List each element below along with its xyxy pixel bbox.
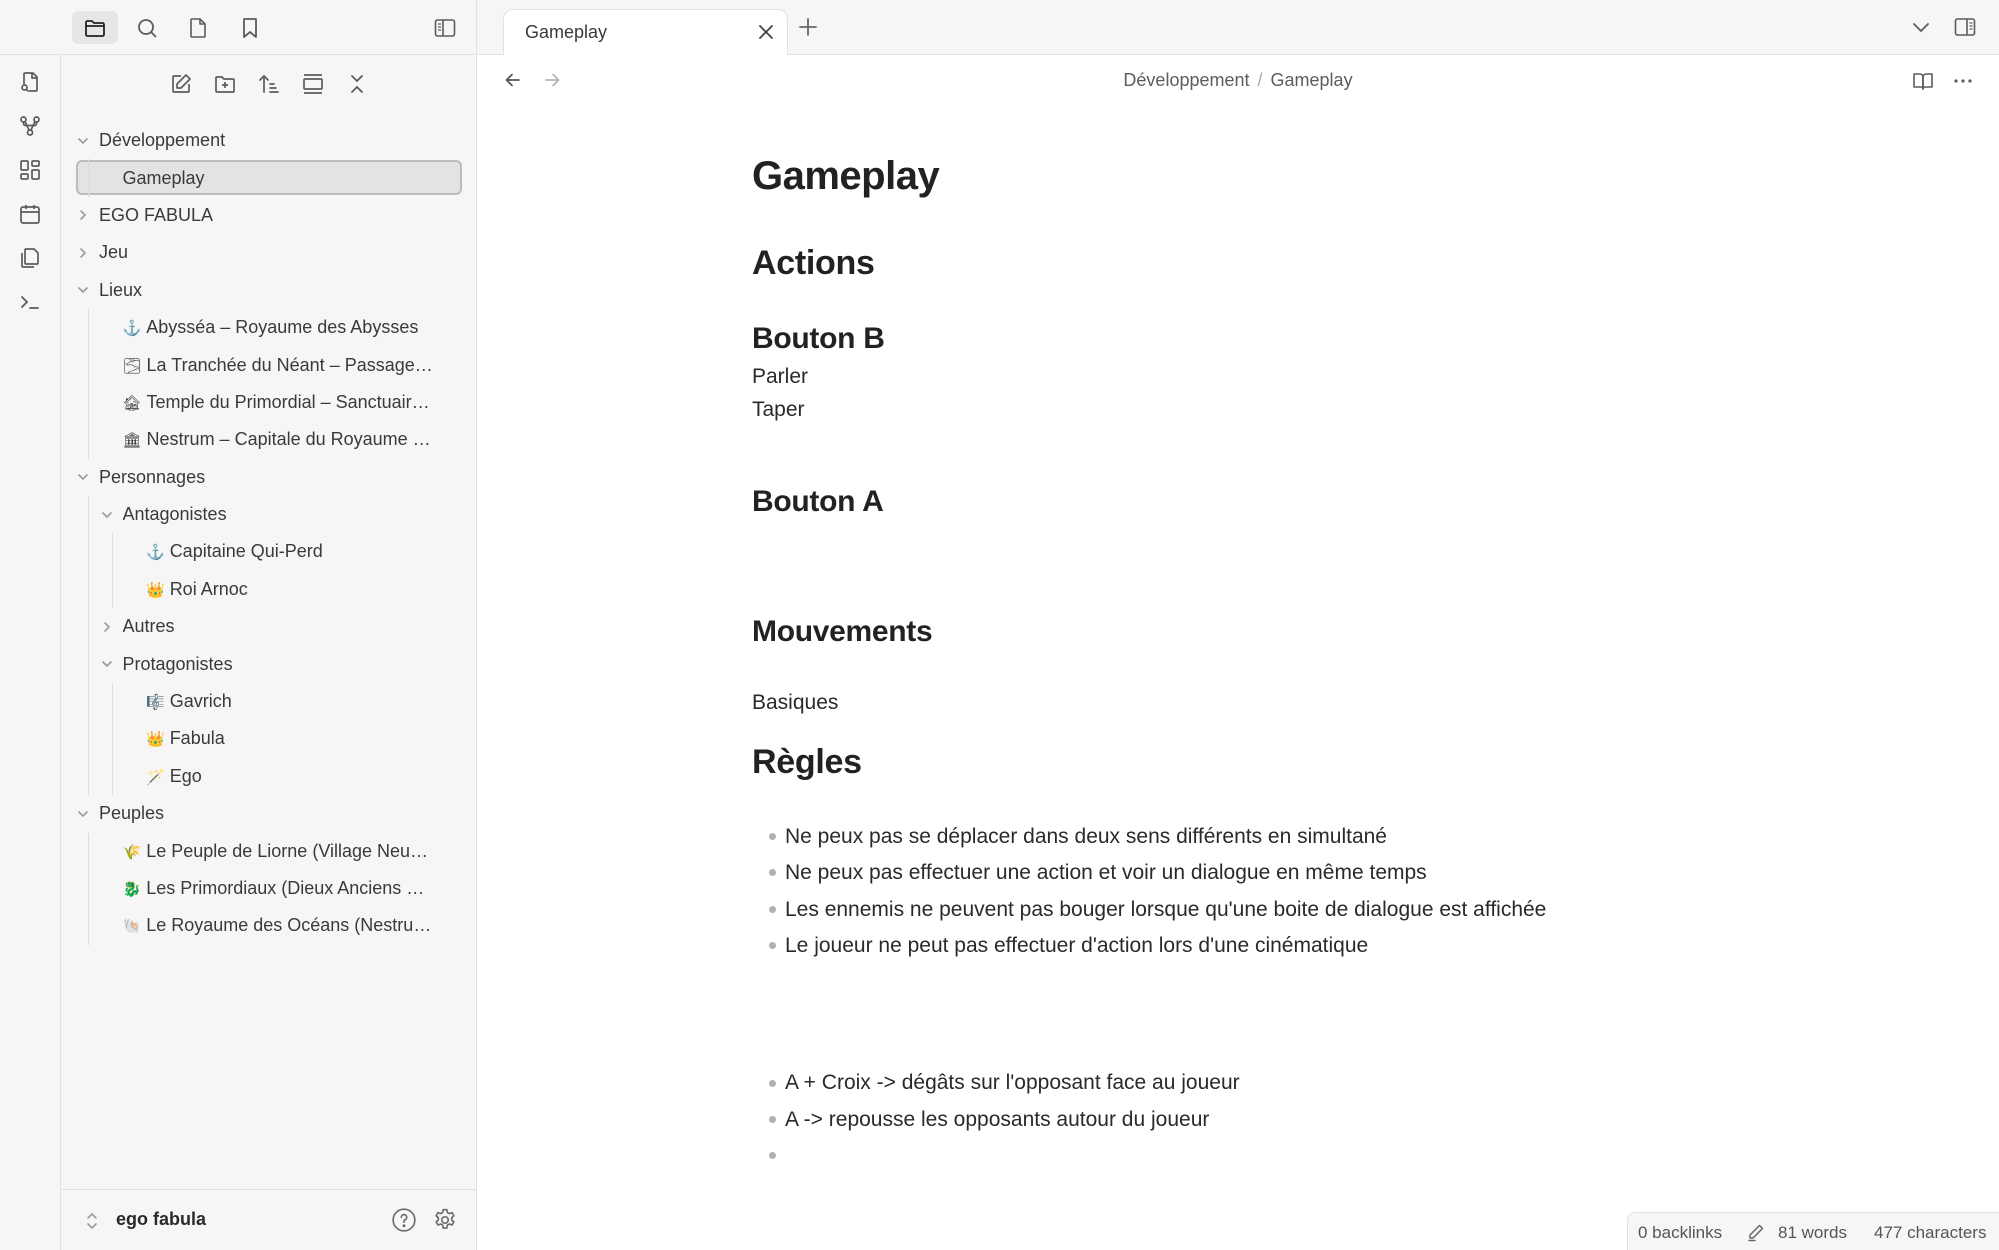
- tab-title: Gameplay: [525, 22, 608, 42]
- chevron-down-icon[interactable]: [75, 469, 91, 485]
- tree-item-label: [99, 467, 205, 488]
- file-search-icon: [18, 70, 42, 94]
- tree-item-label: [146, 691, 232, 712]
- tree-item-text: Le Royaume des Océans (Nestru…: [146, 915, 432, 936]
- search-tab-button[interactable]: [124, 11, 170, 44]
- bookmarks-tab-button[interactable]: [227, 11, 273, 44]
- chevron-right-icon[interactable]: [75, 245, 91, 261]
- sort-icon: [257, 72, 281, 96]
- tree-file[interactable]: [61, 421, 476, 458]
- list-item[interactable]: Ne peux pas se déplacer dans deux sens différents en simultané: [785, 825, 1387, 848]
- auto-reveal-button[interactable]: [298, 69, 328, 99]
- emoji-icon: ⚓: [146, 544, 165, 562]
- status-bar: [1627, 1212, 1999, 1250]
- tree-item-label: [99, 130, 225, 151]
- list-item[interactable]: Le joueur ne peut pas effectuer d'action lors d'une cinématique: [785, 934, 1369, 957]
- tree-file[interactable]: [61, 533, 476, 570]
- gear-icon: [432, 1207, 458, 1233]
- file-tree: [61, 122, 476, 945]
- tree-item-label: [123, 355, 433, 376]
- tree-item-text: Gavrich: [169, 691, 232, 712]
- tree-folder[interactable]: [61, 272, 476, 309]
- emoji-icon: ⚓: [122, 320, 142, 338]
- emoji-icon: 🪄: [146, 768, 165, 786]
- ribbon-calendar-button[interactable]: [16, 200, 44, 228]
- heading-bouton-b[interactable]: Bouton B: [752, 322, 885, 355]
- breadcrumb-current[interactable]: Gameplay: [1270, 70, 1353, 90]
- chevron-right-icon[interactable]: [99, 619, 115, 635]
- help-button[interactable]: [390, 1206, 418, 1234]
- tree-file[interactable]: [61, 683, 476, 720]
- list-item[interactable]: Ne peux pas effectuer une action et voir un dialogue en même temps: [785, 861, 1427, 884]
- emoji-icon: 🎼: [146, 694, 165, 712]
- tree-item-label: [123, 915, 432, 936]
- tree-file[interactable]: [61, 384, 476, 421]
- emoji-icon: 🌫: [122, 357, 142, 375]
- chevron-down-icon: [1909, 15, 1933, 39]
- list-item[interactable]: A + Croix -> dégâts sur l'opposant face au joueur: [785, 1071, 1240, 1094]
- tree-item-label: [146, 579, 248, 600]
- pencil-icon[interactable]: [1746, 1222, 1766, 1242]
- book-open-icon: [1911, 69, 1935, 93]
- tree-item-text: Peuples: [99, 803, 165, 824]
- indent-guide: [88, 309, 89, 459]
- file-icon: [186, 16, 210, 40]
- breadcrumb-parent[interactable]: Développement: [1123, 70, 1250, 90]
- folder-icon: [83, 16, 107, 40]
- tab-close-button[interactable]: [755, 21, 777, 43]
- tree-file[interactable]: [61, 309, 476, 346]
- sidebar-toggle-button[interactable]: [422, 11, 468, 44]
- tree-item-text: Temple du Primordial – Sanctuair…: [146, 391, 430, 412]
- tab-list-button[interactable]: [1908, 14, 1934, 40]
- tree-item-label: [123, 429, 431, 450]
- emoji-icon: 🌾: [122, 843, 142, 861]
- graph-icon: [18, 114, 42, 138]
- tree-file[interactable]: [61, 720, 476, 757]
- list-bullet: [769, 942, 776, 949]
- new-note-icon: [169, 72, 193, 96]
- tree-item-text: Capitaine Qui-Perd: [169, 541, 323, 562]
- close-icon: [757, 23, 775, 41]
- tree-item-text: Lieux: [99, 279, 143, 300]
- auto-reveal-icon: [301, 72, 325, 96]
- tree-folder[interactable]: [61, 795, 476, 832]
- heading-actions[interactable]: Actions: [752, 244, 875, 282]
- list-bullet: [769, 1152, 776, 1159]
- emoji-icon: 🏚: [122, 394, 142, 412]
- tree-item-text: Ego: [169, 765, 202, 786]
- tree-item-label: [123, 654, 233, 675]
- dashboard-icon: [18, 158, 42, 182]
- tree-item-label: [99, 803, 164, 824]
- tree-item-text: Autres: [122, 616, 175, 637]
- tree-item-label: [146, 541, 323, 562]
- indent-guide: [88, 496, 89, 795]
- paragraph-line[interactable]: Parler: [752, 365, 809, 388]
- indent-guide: [88, 833, 89, 945]
- tree-item-label: [99, 205, 213, 226]
- search-icon: [135, 16, 159, 40]
- heading-mouvements[interactable]: Mouvements: [752, 615, 933, 648]
- tree-folder[interactable]: [61, 496, 476, 533]
- reading-view-button[interactable]: [1910, 68, 1936, 94]
- tree-item-text: Roi Arnoc: [169, 578, 248, 599]
- sort-button[interactable]: [254, 69, 284, 99]
- paragraph-line[interactable]: Basiques: [752, 691, 839, 714]
- sidebar-footer: [61, 1189, 476, 1250]
- indent-guide: [112, 533, 113, 608]
- new-note-button[interactable]: [166, 69, 196, 99]
- tree-file[interactable]: [61, 571, 476, 608]
- tree-file[interactable]: [61, 870, 476, 907]
- heading-regles[interactable]: Règles: [752, 743, 862, 781]
- breadcrumb: [477, 70, 1999, 91]
- tree-item-text: EGO FABULA: [99, 204, 214, 225]
- list-bullet: [769, 1116, 776, 1123]
- tree-item-label: [99, 242, 128, 263]
- calendar-icon: [18, 202, 42, 226]
- tree-item-label: [123, 392, 430, 413]
- tree-item-text: Le Peuple de Liorne (Village Neu…: [146, 840, 429, 861]
- note-title[interactable]: Gameplay: [752, 154, 940, 198]
- ribbon-quick-switcher-button[interactable]: [16, 68, 44, 96]
- tree-item-label: [146, 728, 225, 749]
- help-icon: [391, 1207, 417, 1233]
- tree-folder[interactable]: [61, 608, 476, 645]
- settings-button[interactable]: [431, 1206, 459, 1234]
- ribbon-dashboard-button[interactable]: [16, 156, 44, 184]
- sidebar-toggle-icon: [433, 16, 457, 40]
- chevron-right-icon[interactable]: [75, 207, 91, 223]
- emoji-icon: 👑: [146, 581, 165, 599]
- list-item[interactable]: A -> repousse les opposants autour du joueur: [785, 1108, 1210, 1131]
- tree-item-text: Protagonistes: [122, 653, 233, 674]
- tree-item-label: [146, 766, 202, 787]
- right-sidebar-toggle-button[interactable]: [1952, 14, 1978, 40]
- emoji-icon: 🐚: [122, 918, 142, 936]
- emoji-icon: 👑: [146, 731, 165, 749]
- tree-file[interactable]: [61, 159, 476, 196]
- tree-item-text: Antagonistes: [122, 504, 227, 525]
- tree-item-label: [123, 616, 175, 637]
- plus-icon: [798, 17, 818, 37]
- tree-folder[interactable]: [61, 645, 476, 682]
- tree-folder[interactable]: [61, 459, 476, 496]
- copy-icon: [18, 246, 42, 270]
- tree-folder[interactable]: [61, 197, 476, 234]
- list-bullet: [769, 833, 776, 840]
- word-count: 81 words: [1778, 1223, 1847, 1242]
- view-header: [477, 55, 1999, 107]
- tree-item-text: Les Primordiaux (Dieux Anciens …: [146, 878, 425, 898]
- tree-item-text: Nestrum – Capitale du Royaume …: [146, 429, 431, 450]
- tree-item-text: Jeu: [99, 242, 129, 263]
- ribbon-copy-button[interactable]: [16, 244, 44, 272]
- terminal-icon: [18, 290, 42, 314]
- chevron-down-icon[interactable]: [75, 806, 91, 822]
- new-folder-button[interactable]: [210, 69, 240, 99]
- tree-item-label: [99, 280, 142, 301]
- paragraph-line[interactable]: Taper: [752, 398, 805, 421]
- tab-gameplay[interactable]: [503, 9, 788, 56]
- tree-file[interactable]: [61, 907, 476, 944]
- list-bullet: [769, 1080, 776, 1087]
- tree-item-label: [123, 841, 429, 862]
- file-tab-button[interactable]: [175, 11, 221, 44]
- new-tab-button[interactable]: [795, 14, 821, 40]
- tree-item-label: [123, 504, 227, 525]
- left-header: [0, 0, 477, 55]
- chevron-down-icon[interactable]: [75, 133, 91, 149]
- vault-switcher-icon[interactable]: [85, 1210, 99, 1232]
- tree-item-label: [123, 168, 205, 189]
- tree-item-text: Gameplay: [122, 167, 205, 188]
- more-horizontal-icon: [1951, 69, 1975, 93]
- vault-name[interactable]: ego fabula: [116, 1209, 207, 1229]
- list-item[interactable]: Les ennemis ne peuvent pas bouger lorsque qu'une boite de dialogue est affichée: [785, 898, 1547, 921]
- character-count: 477 characters: [1874, 1223, 1987, 1242]
- emoji-icon: 🏛: [122, 432, 142, 450]
- chevron-down-icon[interactable]: [99, 656, 115, 672]
- indent-guide: [88, 159, 89, 196]
- collapse-all-icon: [345, 72, 369, 96]
- tree-folder[interactable]: [61, 122, 476, 159]
- right-sidebar-toggle-icon: [1953, 15, 1977, 39]
- backlinks-count[interactable]: 0 backlinks: [1638, 1223, 1723, 1242]
- bookmark-icon: [238, 16, 262, 40]
- tree-item-text: La Tranchée du Néant – Passage…: [146, 354, 433, 375]
- tree-file[interactable]: [61, 346, 476, 383]
- tree-file[interactable]: [61, 832, 476, 869]
- list-bullet: [769, 869, 776, 876]
- ribbon-terminal-button[interactable]: [16, 288, 44, 316]
- heading-bouton-a[interactable]: Bouton A: [752, 485, 884, 518]
- tab-bar: [477, 0, 1999, 55]
- tree-item-text: Fabula: [169, 728, 225, 749]
- more-options-button[interactable]: [1950, 68, 1976, 94]
- tree-file[interactable]: [61, 758, 476, 795]
- tree-folder[interactable]: [61, 234, 476, 271]
- chevron-down-icon[interactable]: [75, 282, 91, 298]
- files-tab-button[interactable]: [72, 11, 118, 44]
- emoji-icon: 🐉: [122, 881, 142, 898]
- ribbon: [0, 55, 61, 1250]
- tree-item-text: Abysséa – Royaume des Abysses: [146, 317, 419, 338]
- file-explorer-sidebar: [61, 55, 477, 1250]
- tree-item-text: Personnages: [99, 466, 206, 487]
- tree-item-label: [123, 878, 425, 899]
- new-folder-icon: [213, 72, 237, 96]
- list-bullet: [769, 906, 776, 913]
- chevron-down-icon[interactable]: [99, 507, 115, 523]
- collapse-all-button[interactable]: [342, 69, 372, 99]
- file-explorer-toolbar: [61, 55, 476, 115]
- breadcrumb-separator: /: [1257, 70, 1263, 90]
- tree-item-label: [123, 317, 419, 338]
- indent-guide: [112, 683, 113, 795]
- ribbon-graph-button[interactable]: [16, 112, 44, 140]
- tree-item-text: Développement: [99, 130, 226, 151]
